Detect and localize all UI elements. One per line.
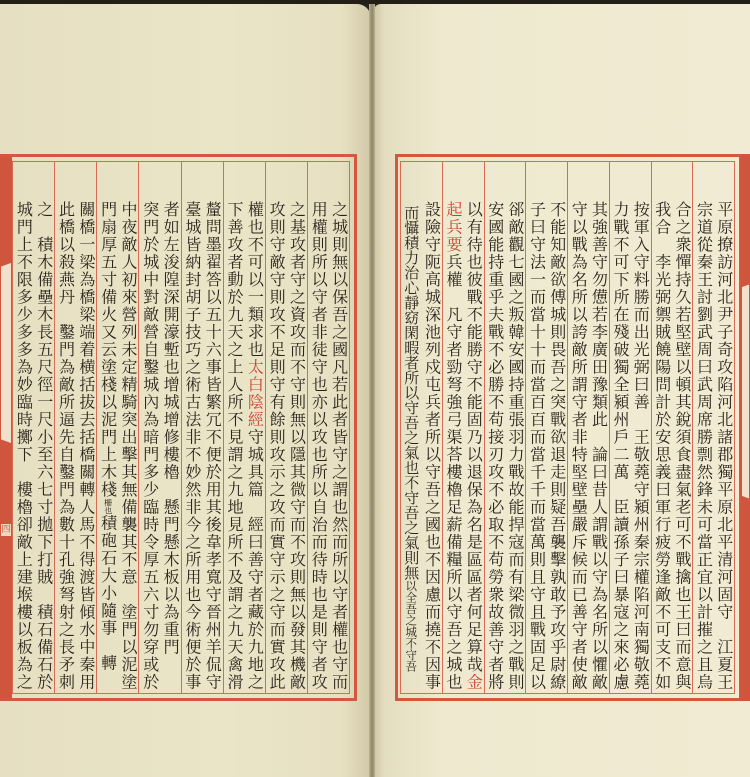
text-line <box>463 162 483 693</box>
text-segment: 攻則守敵守則攻不足則守有餘則攻示之攻而實守示之守而實攻此 <box>267 201 287 691</box>
text-line <box>422 162 442 693</box>
text-line <box>589 162 609 693</box>
ruled-grid <box>12 161 350 694</box>
text-line <box>547 162 567 693</box>
text-line <box>224 162 244 693</box>
book-gutter-fold <box>369 4 375 777</box>
left-page-frame <box>0 154 357 701</box>
ruled-column <box>54 162 96 693</box>
text-segment: 城門上不限多少多多為妙臨時擲下 樓櫓卻敵上建堠樓以板為之 <box>14 201 34 691</box>
text-segment: 關橋一梁為橋梁端着横括拔去括橋關轉人馬不得渡皆傾水中秦用 <box>76 201 96 691</box>
text-line <box>202 162 222 693</box>
text-line <box>630 162 650 693</box>
text-segment: 釐問墨翟答以五十六事皆繁冗不便於用其後韋孝寬守晉州羊侃守 <box>203 201 223 691</box>
text-segment: 突門於城中對敵營自鑿城內為暗門多少臨時令厚五六寸勿穿或於 <box>140 201 160 691</box>
text-segment: 之 積木備壘木長五尺徑一尺小至六七寸拋下打賊 積石備石於 <box>34 201 54 691</box>
text-segment: 之城則無以保吾之國凡若此者皆守之謂也然而所以守者權也守而 <box>329 201 349 691</box>
text-line <box>244 162 264 693</box>
ruled-column <box>13 162 54 693</box>
text-segment: 兵權 凡守者勁弩強弓渠荅樓櫓足薪備糧所以守吾之城也 <box>444 253 463 691</box>
text-segment: 守以戰為名所以誇敵所謂守者非特堅壁壘嚴斥候而已善守者使敵 <box>569 201 589 691</box>
right-page <box>373 4 750 777</box>
text-line <box>34 162 54 693</box>
text-line <box>505 162 525 693</box>
text-segment: 守城具篇 經曰善守者藏於九地之 <box>245 428 265 691</box>
left-page <box>0 4 371 777</box>
text-line <box>118 162 138 693</box>
text-line <box>13 162 33 693</box>
text-segment: 子曰守法一而當十十而當百百而當千千而當萬則且守且戰固足以 <box>527 201 547 691</box>
text-line <box>76 162 96 693</box>
text-line <box>485 162 505 693</box>
text-line <box>140 162 160 693</box>
ruled-column <box>484 162 526 693</box>
fold-title-band <box>741 283 750 500</box>
text-segment: 而懾積力治心靜窈閑暇者所以守吾之氣也不守吾之氣則無 <box>402 205 421 580</box>
text-segment: 門扇厚五寸備火又云塗棧以泥門上木棧 <box>98 201 118 499</box>
text-line <box>443 162 463 693</box>
right-page-frame <box>395 154 742 701</box>
ruled-column <box>609 162 651 693</box>
page-number: 四 <box>1 525 11 535</box>
text-segment: 中夜敵人初來營列未定精騎突出擊其無備襲其不意 塗門以泥塗 <box>119 201 138 691</box>
ruled-column <box>307 162 349 693</box>
text-segment: 按軍入守料勝而出光弼曰善 王敬蕘守潁州秦宗權陷河南獨敬蕘 <box>631 201 651 691</box>
rubric-source-title: 太白陰經 <box>245 358 265 429</box>
text-segment: 不能知敵欲傅城則畏吾之突戰欲退走則疑吾襲擊孰敢予攻乎尉繚 <box>547 201 567 691</box>
rubric-source-title: 起兵要 <box>444 201 463 254</box>
text-line <box>308 162 328 693</box>
text-segment: 合之衆憚持久若堅壁以頓其銳須食盡氣老可不戰擒也王曰而意與 <box>673 201 692 691</box>
text-segment: 權也不可以一類求也 <box>245 201 265 359</box>
text-segment: 安國能持重乎夫戰不必勝不苟接刃攻不必取不苟勞衆故善守者將 <box>485 201 505 691</box>
text-line <box>694 162 714 693</box>
text-segment: 設險守阨高城深池列戍屯兵者所以守吾之國也不因慮而撓不因事 <box>422 201 442 691</box>
text-segment: 積砲石大小隨事 轉 <box>98 514 118 672</box>
text-segment: 此橋以殺燕丹 鑿門為敵所逼先自鑿門為數十孔強弩射之長矛刺 <box>56 201 76 691</box>
text-segment: 者如左浚隍深開濠塹也增城增修樓櫓 懸門懸木板以為重門 <box>161 201 181 656</box>
fold-red-block <box>741 154 750 283</box>
text-line <box>652 162 672 693</box>
text-line <box>568 162 588 693</box>
text-segment: 平原撩訪河北尹子奇攻陷河北諸郡獨平原北平清河固守 江夏王 <box>714 201 734 691</box>
text-line <box>160 162 180 693</box>
text-line <box>98 162 118 693</box>
ruled-grid <box>400 161 735 694</box>
ruled-column <box>181 162 223 693</box>
ruled-column <box>442 162 484 693</box>
text-line <box>329 162 349 693</box>
text-line <box>401 162 421 693</box>
text-line <box>610 162 630 693</box>
ruled-column <box>401 162 442 693</box>
scan-top-edge <box>0 0 750 4</box>
interlinear-note: 柵也 <box>103 498 113 515</box>
ruled-column <box>651 162 693 693</box>
rubric-mark: 金 <box>464 673 484 691</box>
text-line <box>714 162 734 693</box>
text-segment: 宗道從秦王討劉武周曰武周席勝剽然鋒未可當正宜以計摧之且烏 <box>694 201 714 691</box>
text-line <box>182 162 202 693</box>
text-segment: 之基攻者守之資攻而不守則無以隱其微守而不攻則無以發其機敵 <box>287 201 307 691</box>
right-page-fold-margin <box>741 154 750 701</box>
text-segment: 下善攻者動於九天之上人所不見謂之九地見所不及謂之九天禽滑 <box>225 201 244 691</box>
ruled-column <box>265 162 307 693</box>
text-segment: 其強善守勿憊若李廣田豫類此 論曰昔人謂戰以守為名所以懼敵 <box>589 201 609 691</box>
ruled-column <box>138 162 180 693</box>
text-segment: 用權則所以守者非徒守也亦以攻也所以自治而待時也是則守者攻 <box>309 201 329 691</box>
text-segment: 臺城皆納封胡子技巧之術古法非不妙然非今之所用也今術便於事 <box>182 201 202 691</box>
compressed-text-segment: 以全吾之城不守吾 <box>404 580 419 672</box>
ruled-column <box>223 162 265 693</box>
text-segment: 郤敵觀七國之叛韓安國持重張羽力戰故能捍寇而有梁微羽之戰則 <box>506 201 525 691</box>
text-line <box>287 162 307 693</box>
text-segment: 力戰不可下所在殘破獨全潁州戶二萬 臣讀孫子曰暴寇之來必慮 <box>611 201 630 691</box>
text-line <box>527 162 547 693</box>
ruled-column <box>525 162 567 693</box>
text-line <box>56 162 76 693</box>
text-line <box>266 162 286 693</box>
ruled-column <box>567 162 609 693</box>
ruled-column <box>692 162 734 693</box>
ruled-column <box>96 162 138 693</box>
text-line <box>672 162 692 693</box>
fold-red-block <box>741 500 750 701</box>
text-segment: 以有待也彼戰不能勝守不能固乃以退保為名是區區者何足算哉 <box>464 201 484 674</box>
text-segment: 我合 李光弼禦賊饒陽問計於安思義曰軍行疲勞逢敵不可支不如 <box>652 201 672 691</box>
